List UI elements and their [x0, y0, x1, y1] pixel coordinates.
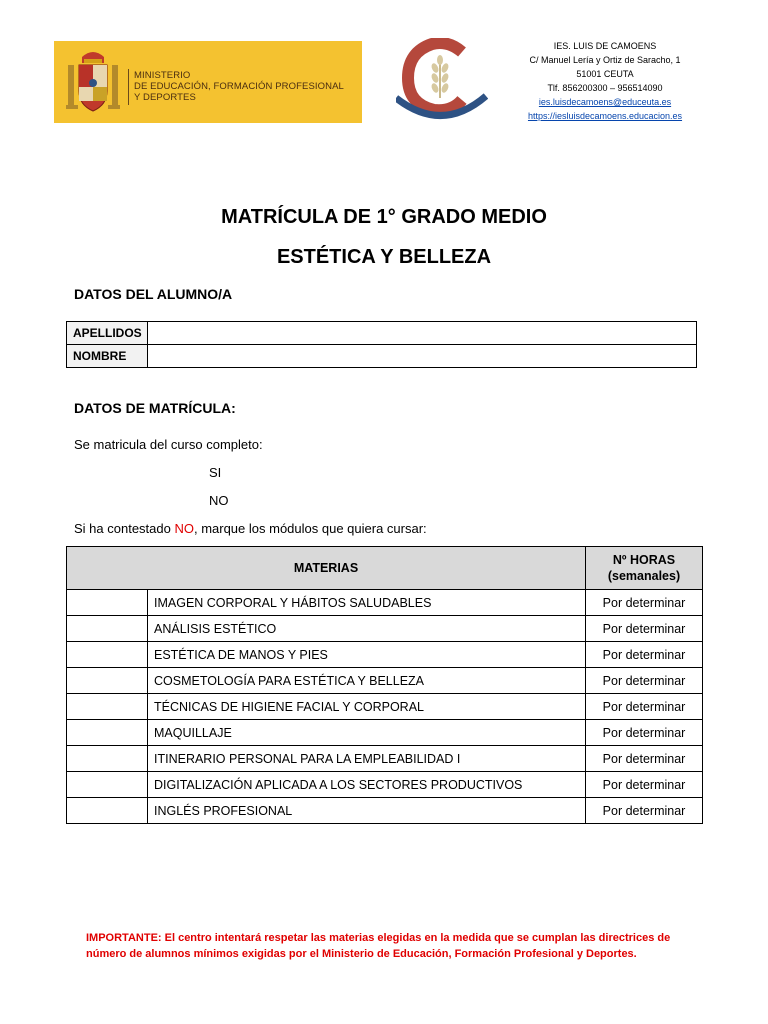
subject-hours: Por determinar	[586, 746, 703, 772]
subjects-table	[66, 546, 703, 824]
table-row	[67, 746, 703, 772]
subject-checkbox-cell[interactable]	[67, 590, 148, 616]
subject-name: DIGITALIZACIÓN APLICADA A LOS SECTORES PRODUCTIVOS	[148, 772, 586, 798]
subject-name: ESTÉTICA DE MANOS Y PIES	[148, 642, 586, 668]
coat-of-arms-icon	[64, 47, 122, 117]
school-name: IES. LUIS DE CAMOENS	[553, 41, 657, 51]
name-field[interactable]	[148, 345, 697, 368]
table-header-row	[67, 547, 703, 590]
subject-name: ITINERARIO PERSONAL PARA LA EMPLEABILIDAD I	[148, 746, 586, 772]
enrollment-section-heading: DATOS DE MATRÍCULA:	[74, 400, 236, 416]
subject-checkbox-cell[interactable]	[67, 746, 148, 772]
ministry-logo	[54, 41, 362, 123]
subject-checkbox-cell[interactable]	[67, 798, 148, 824]
subject-hours: Por determinar	[586, 642, 703, 668]
table-row	[67, 798, 703, 824]
ministry-divider	[128, 69, 129, 105]
subject-hours: Por determinar	[586, 616, 703, 642]
table-row	[67, 616, 703, 642]
subject-hours: Por determinar	[586, 694, 703, 720]
phone: Tlf. 856200300 – 956514090	[547, 83, 663, 93]
ministry-line: DE EDUCACIÓN, FORMACIÓN PROFESIONAL	[134, 81, 344, 92]
table-row	[67, 345, 697, 368]
instruction-suffix: , marque los módulos que quiera cursar:	[193, 521, 427, 536]
student-section-heading: DATOS DEL ALUMNO/A	[74, 286, 233, 302]
street-address: C/ Manuel Lería y Ortiz de Saracho, 1	[529, 55, 681, 65]
ministry-line: Y DEPORTES	[134, 92, 196, 103]
surname-label: APELLIDOS	[67, 322, 148, 345]
full-course-question: Se matricula del curso completo:	[74, 437, 263, 452]
name-label: NOMBRE	[67, 345, 148, 368]
hours-column-header	[586, 547, 703, 590]
subject-hours: Por determinar	[586, 772, 703, 798]
table-row	[67, 720, 703, 746]
subject-name: INGLÉS PROFESIONAL	[148, 798, 586, 824]
page-title: MATRÍCULA DE 1° GRADO MEDIO	[221, 206, 547, 228]
subjects-column-header: MATERIAS	[67, 547, 586, 590]
subject-name: TÉCNICAS DE HIGIENE FACIAL Y CORPORAL	[148, 694, 586, 720]
subject-name: MAQUILLAJE	[148, 720, 586, 746]
subject-hours: Por determinar	[586, 590, 703, 616]
table-row	[67, 642, 703, 668]
website-link[interactable]: https://iesluisdecamoens.educacion.es	[527, 111, 683, 121]
subject-hours: Por determinar	[586, 668, 703, 694]
table-row	[67, 694, 703, 720]
student-table	[66, 321, 697, 368]
table-row	[67, 772, 703, 798]
option-yes[interactable]: SI	[209, 465, 222, 480]
email-link[interactable]: ies.luisdecamoens@educeuta.es	[538, 97, 672, 107]
instruction-prefix: Si ha contestado	[74, 521, 175, 536]
module-instruction	[74, 521, 427, 536]
city: 51001 CEUTA	[576, 69, 634, 79]
subject-name: COSMETOLOGÍA PARA ESTÉTICA Y BELLEZA	[148, 668, 586, 694]
table-row	[67, 322, 697, 345]
subject-hours: Por determinar	[586, 720, 703, 746]
page-subtitle: ESTÉTICA Y BELLEZA	[276, 246, 492, 268]
subject-checkbox-cell[interactable]	[67, 668, 148, 694]
subject-name: IMAGEN CORPORAL Y HÁBITOS SALUDABLES	[148, 590, 586, 616]
table-row	[67, 590, 703, 616]
ministry-line: MINISTERIO	[134, 70, 191, 81]
subject-checkbox-cell[interactable]	[67, 720, 148, 746]
subject-checkbox-cell[interactable]	[67, 642, 148, 668]
hours-header-line: Nº HORAS	[612, 553, 676, 567]
subject-checkbox-cell[interactable]	[67, 616, 148, 642]
subject-checkbox-cell[interactable]	[67, 694, 148, 720]
school-logo-icon	[396, 38, 488, 122]
instruction-highlight: NO	[174, 521, 194, 536]
subject-checkbox-cell[interactable]	[67, 772, 148, 798]
surname-field[interactable]	[148, 322, 697, 345]
subject-name: ANÁLISIS ESTÉTICO	[148, 616, 586, 642]
subject-hours: Por determinar	[586, 798, 703, 824]
hours-header-line: (semanales)	[607, 569, 681, 583]
ministry-name	[134, 70, 344, 103]
table-row	[67, 668, 703, 694]
school-address	[500, 39, 710, 123]
option-no[interactable]: NO	[209, 493, 229, 508]
important-notice: IMPORTANTE: El centro intentará respetar las materias elegidas en la medida que se cumplan las directrices de número de alumnos mínimos exigidas por el Ministerio de Educación, Formación Profesional y Deportes.	[86, 932, 671, 960]
